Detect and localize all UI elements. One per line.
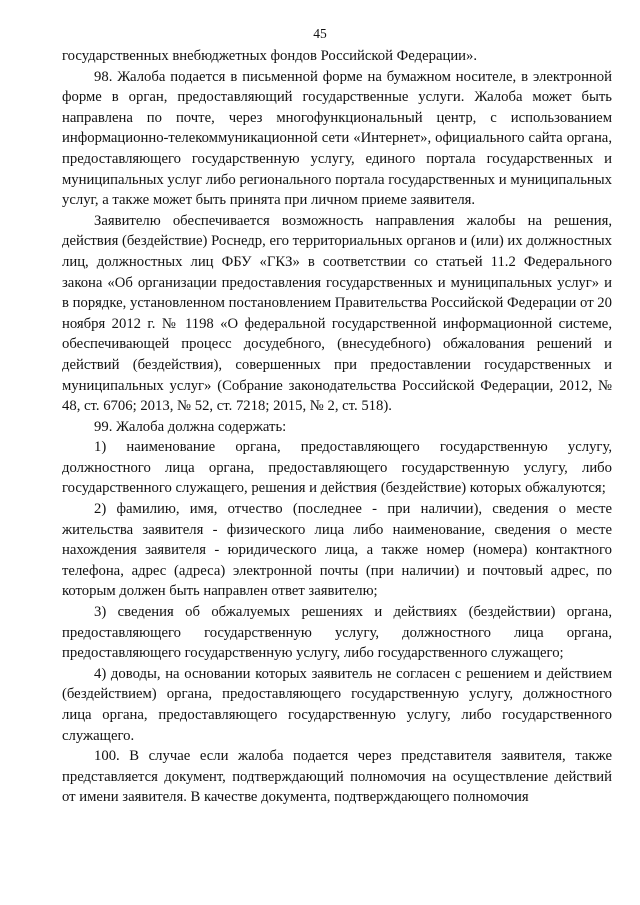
paragraph-100: 100. В случае если жалоба подается через представителя заявителя, также представляется документ, подтверждающий полномочия на осуществление действий от имени заявителя. В качестве документа, подтверждающего полномочия bbox=[62, 748, 612, 806]
page-number: 45 bbox=[313, 26, 327, 41]
list-item-1: 1) наименование органа, предоставляющего государственную услугу, должностного лица органа, предоставляющего государственную услугу, либо государственного служащего, решения и действия (бездействие) которых обжалуются; bbox=[62, 439, 612, 497]
list-item-4: 4) доводы, на основании которых заявитель не согласен с решением и действием (бездействием) органа, предоставляющего государственную услугу, должностного лица органа, предоставляющего государственную услугу, либо государственного служащего. bbox=[62, 665, 612, 744]
paragraph-continuation: государственных внебюджетных фондов Российской Федерации». bbox=[62, 48, 478, 64]
list-item-3: 3) сведения об обжалуемых решениях и действиях (бездействии) органа, предоставляющего государственную услугу, должностного лица органа, предоставляющего государственную услугу, либо государственного служащего; bbox=[62, 604, 612, 662]
paragraph-98: 98. Жалоба подается в письменной форме на бумажном носителе, в электронной форме в орган, предоставляющий государственные услуги. Жалоба может быть направлена по почте, через многофункциональный центр, с использованием информационно-телекоммуникационной сети «Интернет», официального сайта органа, предоставляющего государственную услугу, единого портала государственных и муниципальных услуг либо регионального портала государственных и муниципальных услуг, а также может быть принята при личном приеме заявителя. bbox=[62, 68, 612, 209]
document-body bbox=[62, 46, 612, 808]
paragraph-99: 99. Жалоба должна содержать: bbox=[94, 418, 287, 435]
paragraph-applicant-rights: Заявителю обеспечивается возможность направления жалобы на решения, действия (бездействие) Роснедр, его территориальных органов и (или) их должностных лиц, должностных лиц ФБУ «ГКЗ» в соответствии со статьей 11.2 Федерального закона «Об организации предоставления государственных и муниципальных услуг» и в порядке, установленном постановлением Правительства Российской Федерации от 20 ноября 2012 г. № 1198 «О федеральной государственной информационной системе, обеспечивающей процесс досудебного, (внесудебного) обжалования решений и действий (бездействия), совершенных при предоставлении государственных и муниципальных услуг» (Собрание законодательства Российской Федерации, 2012, № 48, ст. 6706; 2013, № 52, ст. 7218; 2015, № 2, ст. 518). bbox=[62, 212, 612, 415]
list-item-2: 2) фамилию, имя, отчество (последнее - при наличии), сведения о месте жительства заявителя - физического лица либо наименование, сведения о месте нахождения заявителя - юридического лица, а также номер (номера) контактного телефона, адрес (адреса) электронной почты (при наличии) и почтовый адрес, по которым должен быть направлен ответ заявителю; bbox=[62, 501, 612, 600]
